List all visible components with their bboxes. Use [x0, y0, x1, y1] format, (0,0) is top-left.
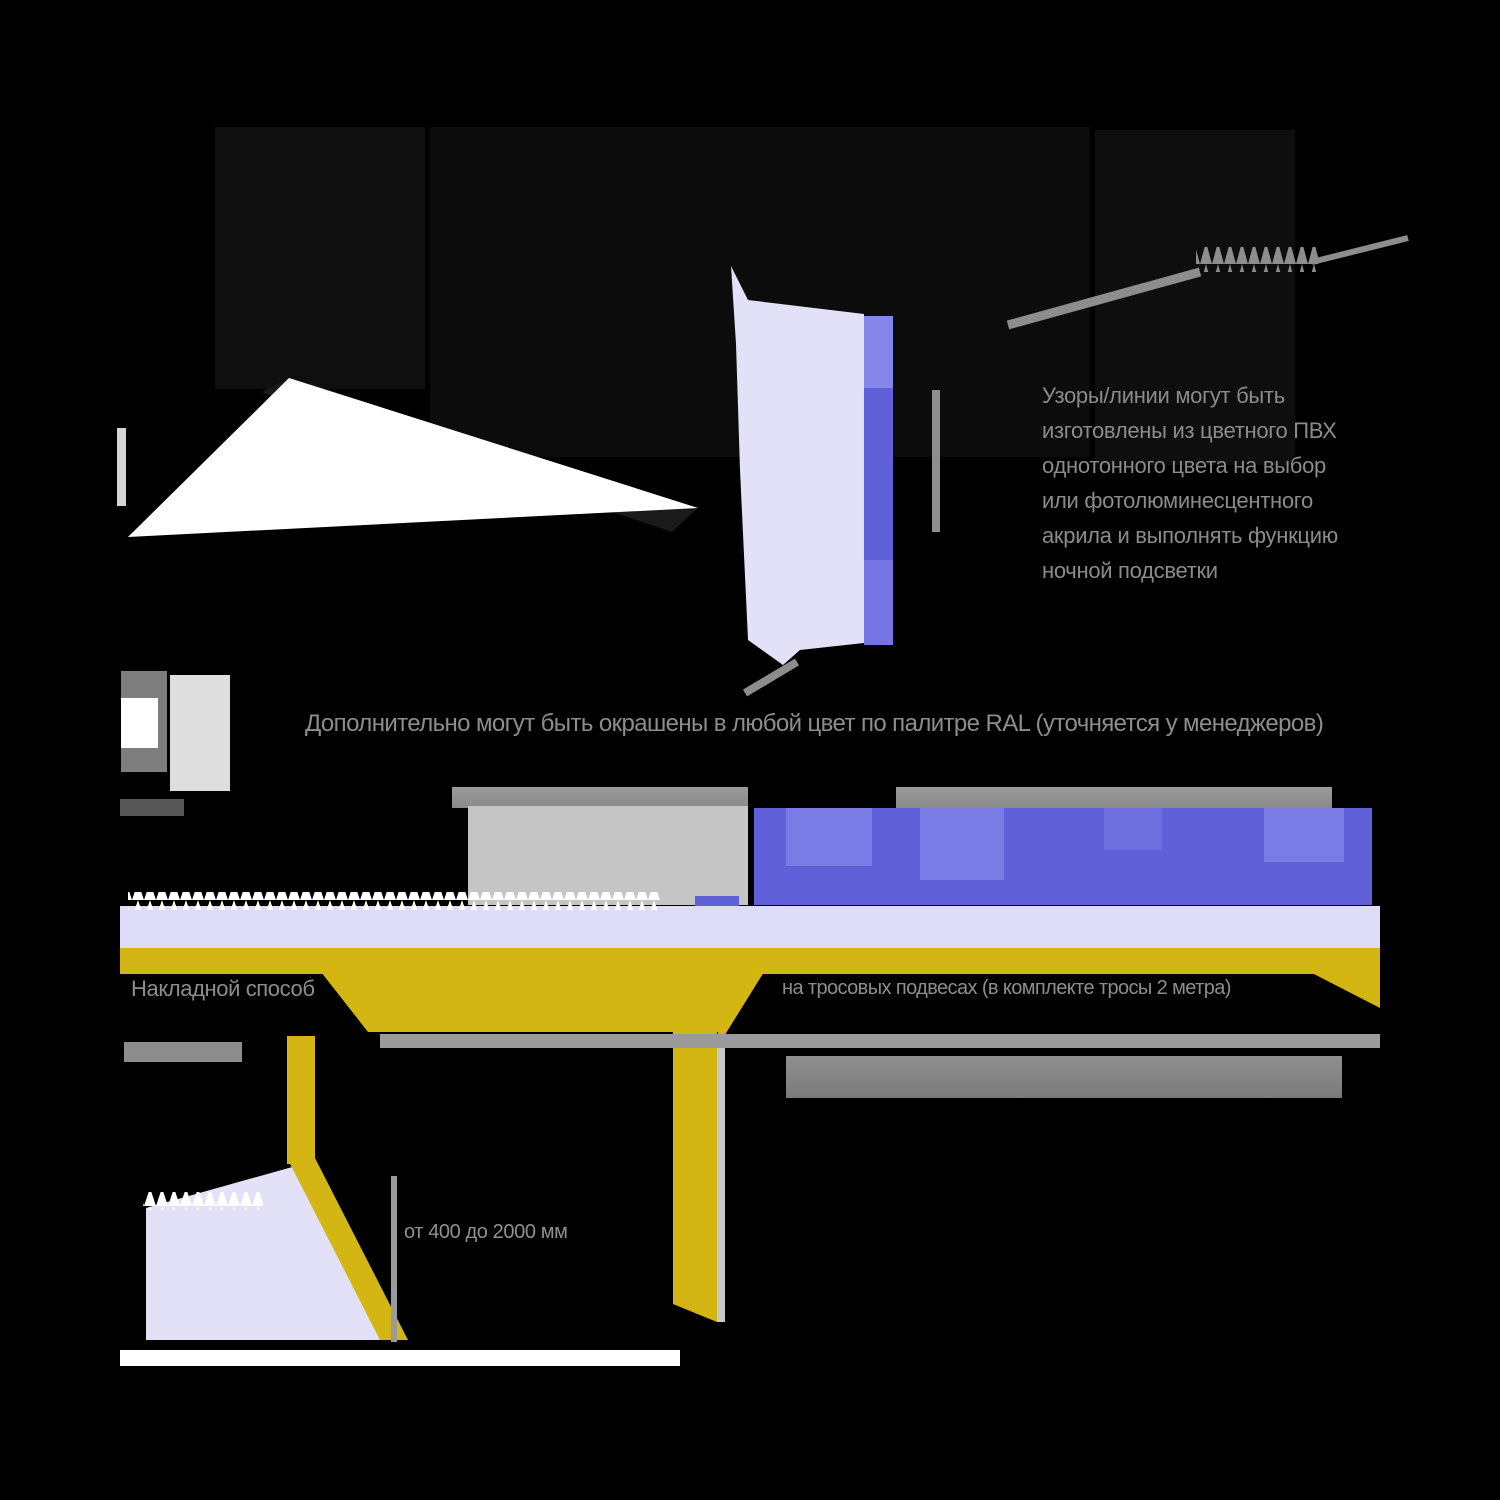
- blue-led-band-highlight: [1104, 808, 1162, 850]
- illegible-smear: [124, 1042, 242, 1062]
- leader-line: [745, 662, 797, 693]
- pattern-note-line: однотонного цвета на выбор: [1042, 453, 1326, 478]
- stretch-film-band: [120, 906, 1380, 948]
- suspended-mount-label: на тросовых подвесах (в комплекте тросы 2 метра): [782, 977, 1231, 999]
- dimension-line: [391, 1176, 397, 1342]
- led-strip-bar-highlight: [864, 560, 893, 645]
- yellow-connector: [287, 1036, 315, 1164]
- legend-chip-light: [170, 675, 230, 791]
- pattern-note: [1042, 378, 1338, 588]
- height-range-label: от 400 до 2000 мм: [404, 1221, 568, 1243]
- illegible-smear: [896, 787, 1332, 808]
- pattern-note-line: акрила и выполнять функцию: [1042, 523, 1338, 548]
- illegible-smear: [452, 787, 748, 808]
- pattern-note-line: ночной подсветки: [1042, 558, 1218, 583]
- blue-led-band-highlight: [920, 808, 1004, 880]
- yellow-profile-band: [120, 948, 1380, 974]
- led-strip-bar-highlight: [864, 316, 893, 388]
- ral-note: Дополнительно могут быть окрашены в любой цвет по палитре RAL (уточняется у менеджеров): [305, 710, 1324, 737]
- illegible-smear: [380, 1034, 1380, 1048]
- white-edge-strip: [717, 1036, 725, 1322]
- dark-texture-block: [215, 127, 425, 389]
- surface-mount-label: Накладной способ: [131, 976, 315, 1001]
- cable-sliver: [117, 428, 126, 506]
- blue-led-band-highlight: [1264, 808, 1344, 862]
- pattern-note-line: Узоры/линии могут быть: [1042, 383, 1285, 408]
- blue-led-band-highlight: [786, 808, 872, 866]
- legend-chip-white: [121, 698, 158, 748]
- floor-strip: [120, 1350, 680, 1366]
- pattern-note-line: изготовлены из цветного ПВХ: [1042, 418, 1337, 443]
- pattern-note-line: или фотолюминесцентного: [1042, 488, 1313, 513]
- gray-profile-band: [468, 806, 748, 905]
- illegible-smear: [786, 1056, 1342, 1098]
- leader-line: [1312, 238, 1408, 262]
- yellow-suspension-stripe: [673, 972, 717, 1304]
- illegible-smear: [120, 799, 184, 816]
- bracket-line: [932, 390, 940, 532]
